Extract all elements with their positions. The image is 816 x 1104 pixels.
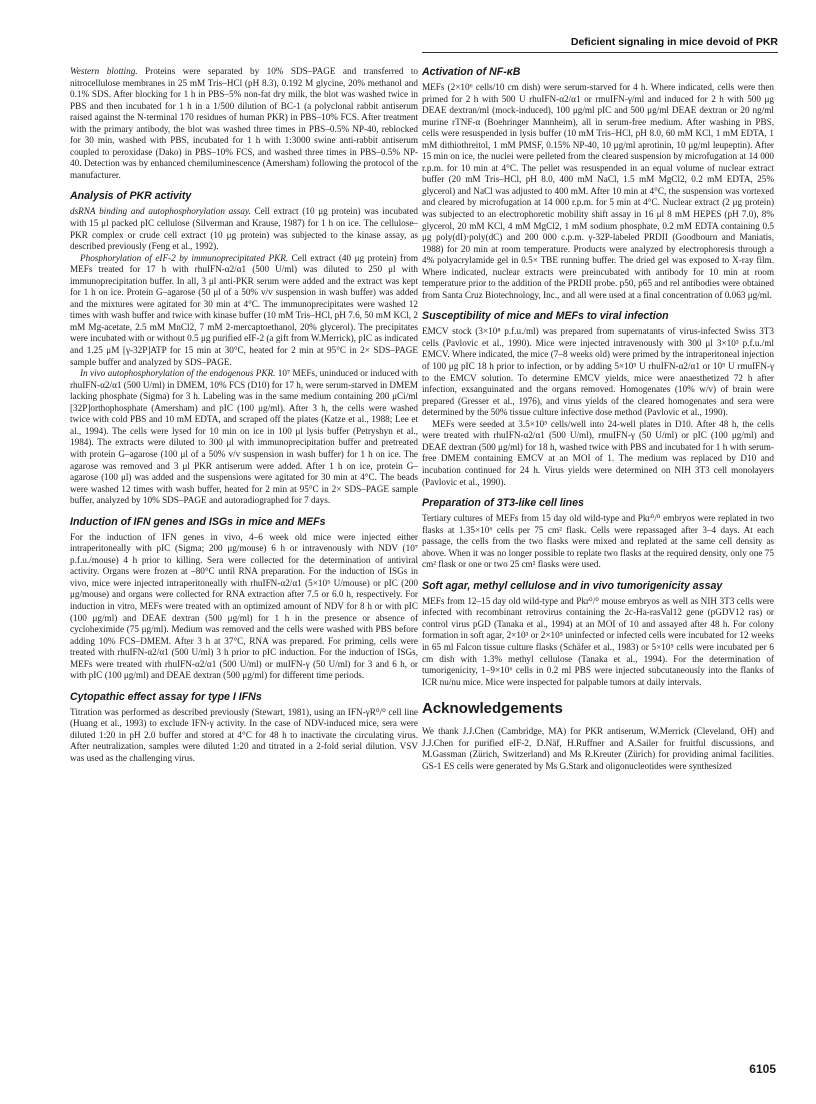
section-heading-cell-lines: Preparation of 3T3-like cell lines (422, 497, 584, 510)
section-heading-nfkb: Activation of NF-κB (422, 66, 521, 78)
dsrna-binding-text: Cell extract (10 μg protein) was incubated with 15 μl packed pIC cellulose (Silverman and Krause, 1987) for 1 h on ice. The cellulose–PKR complex or crude cell extract (10 μg protein) was subjected to the kinase assay, as described previously (Feng et al., 1992). (70, 206, 418, 252)
in-vivo-autophosphorylation-paragraph (70, 368, 418, 507)
section-heading-cpe: Cytopathic effect assay for type I IFNs (70, 690, 262, 703)
acknowledgements-paragraph: We thank J.J.Chen (Cambridge, MA) for PKR antiserum, W.Merrick (Cleveland, OH) and J.J.Chen for purified eIF-2, D.Näf, H.Ruffner and A.Sailer for fruitful discussions, and M.Gassman (Zürich, Switzerland) and Ms R.Kreuter (Zürich) for providing animal facilities. GS-1 ES cells were generated by Ms G.Stark and oligonucleotides were synthesized (422, 726, 774, 771)
induction-paragraph: For the induction of IFN genes in vivo, 4–6 week old mice were injected either intraperitoneally with pIC (Sigma; 200 μg/mouse) 6 h or intravenously with NDV (10⁷ p.f.u./mouse) 4 h prior to killing. Sera were collected for the determination of antiviral activity. Organs were frozen at –80°C until RNA preparation. For the induction of ISGs in vivo, mice were injected intraperitoneally with rhuIFN-α2/α1 (5×10⁵ U/mouse) or pIC (200 μg/mouse) and organs were collected for RNA extraction after 7.5 or 6.0 h, respectively. For induction in vitro, MEFs were treated with an optimized amount of NDV for 8 h or with pIC (100 μg/ml) and DEAE dextran (500 μg/ml) for 1 h in the presence or absence of cycloheximide (75 μg/ml). Medium was removed and the cells were washed with PBS before adding 10% FCS–DMEM. After 3 h at 37°C, RNA was prepared. For priming, cells were treated with rhuIFN-α2/α1 (500 U/ml) 3 h prior to pIC induction. For the induction of ISGs, MEFs were treated with rhuIFN-α2/α1 (500 U/ml) or muIFN-γ (50 U/ml) for 3 and 6 h, or with pIC (100 μg/ml) and DEAE dextran (500 μg/ml) for different time periods. (70, 531, 418, 681)
western-blotting-paragraph (70, 66, 418, 181)
eif2-phosphorylation-paragraph (70, 253, 418, 368)
western-blotting-text: Proteins were separated by 10% SDS–PAGE and transferred to nitrocellulose membranes in 25 mM Tris–HCl (pH 8.3), 0.192 M glycine, 20% methanol and 0.1% SDS. After blocking for 1 h in PBS–5% non-fat dry milk, the blot was washed twice in PBS and then incubated for 1 h in a 1/500 dilution of BC-1 (a polyclonal rabbit antiserum raised against the N-terminal 170 residues of human PKR) in PBS–10% FCS. After treatment with the primary antibody, the blot was washed three times in PBS–0.5% NP-40, reblocked for 30 min, washed with PBS, incubated for 1 h with 1:3000 swine anti-rabbit antiserum coupled to peroxidase (Dako) in PBS–10% FCS, and washed three times in PBS–0.5% NP-40. Detection was by enhanced chemiluminescence (Amersham) following the protocol of the manufacturer. (70, 66, 418, 180)
soft-agar-paragraph: MEFs from 12–15 day old wild-type and Pkr⁰/⁰ mouse embryos as well as NIH 3T3 cells were infected with recombinant retrovirus containing the 2c-Ha-rasVal12 gene (pGDV12 ras) or control virus pGD (Tanaka et al., 1994) at an MOI of 10 and assayed after 48 h. For colony formation in soft agar, 2×10³ or 2×10⁵ uninfected or infected cells were incubated for 12 weeks in 65 ml Falcon tissue culture flasks (Schäfer et al., 1983) or 5×10⁵ cells were incubated per 6 cm dish with 1.3% methyl cellulose (Tanaka et al., 1994). For the determination of tumorigenicity, 1–9×10⁶ cells in 0.2 ml PBS were injected subcutaneously into the flanks of ICR nu/nu mice. Mice were inspected for palpable tumors at daily intervals. (422, 595, 774, 687)
cell-lines-paragraph: Tertiary cultures of MEFs from 15 day old wild-type and Pkr⁰/⁰ embryos were replated in two flasks at 1.35×10⁶ cells per 75 cm² flask. Cells were repassaged after 3–4 days. At each passage, the cells from the two flasks were mixed and replated at the same cell density as above. When it was no longer possible to replate two flasks at the required density, only one 75 cm² flask or one or two 25 cm² flasks were used. (422, 513, 774, 570)
dsrna-binding-lead: dsRNA binding and autophosphorylation assay. (70, 206, 251, 217)
left-column (70, 66, 418, 765)
nfkb-paragraph: MEFs (2×10⁶ cells/10 cm dish) were serum-starved for 4 h. Where indicated, cells were then primed for 2 h with 500 U rhuIFN-α2/α1 or rmuIFN-γ/ml and induced for 2 h with 500 μg DEAE dextran/ml (mock-induced), 100 μg/ml pIC and 500 μg/ml DEAE dextran or 20 ng/ml murine rTNF-α (Boehringer Mannheim), all in serum-free medium. After washing in PBS, cells were resuspended in lysis buffer (10 mM Tris–HCl, pH 8.0, 60 mM KCl, 1 mM EDTA, 1 mM dithiothreitol, 1 mM PMSF, 0.15% NP-40, 10 μg/ml aprotinin, 10 μg/ml leupeptin). After 15 min on ice, the nuclei were pelleted from the cleared suspension by microfugation at 14 000 r.p.m. for 10 min at 4°C. The pellet was resuspended in an equal volume of nuclear extract buffer (20 mM Tris–HCl, pH 8.0, 400 mM NaCl, 1.5 mM MgCl2, 0.2 mM EDTA, 25% glycerol) and NaCl was adjusted to 400 mM. After 10 min at 4°C, the suspension was vortexed and cleared by microfugation at 14 000 r.p.m. for 5 min at 4°C. Nuclear extract (2 μg protein) was subjected to an electrophoretic mobility shift assay in 16 μl 8 mM HEPES (pH 7.0), 8% glycerol, 20 mM KCl, 4 mM MgCl2, 1 mM sodium phosphate, 0.2 mM EDTA containing 0.5 μg poly(dI)·poly(dC) and 200 000 c.p.m. γ-32P-labeled PRDII (Goodbourn and Maniatis, 1988) for 20 min at room temperature. Products were analyzed by electrophoresis through a 4% polyacrylamide gel in 0.5× TBE running buffer. The dried gel was exposed to X-ray film. Where indicated, nuclear extracts were preincubated with antibody for 10 min at room temperature prior to the addition of the PRDII probe. p50, p65 and rel antibodies were obtained from Santa Cruz Biotechnology, Inc., and all were used at a final concentration of 0.063 μg/ml. (422, 82, 774, 300)
header-rule (422, 52, 778, 53)
section-heading-pkr-activity: Analysis of PKR activity (70, 190, 192, 203)
dsrna-binding-paragraph (70, 206, 418, 252)
susceptibility-paragraph-2: MEFs were seeded at 3.5×10⁵ cells/well into 24-well plates in D10. After 48 h, the cells were treated with rhuIFN-α2/α1 (500 U/ml), rmuIFN-γ (50 U/ml) or pIC (100 μg/ml) and DEAE dextran (500 μg/ml) for 18 h, washed twice with PBS and incubated for 1 h with serum-free DMEM containing EMCV at an MOI of 1. The medium was replaced by D10 and incubation continued for 24 h. Virus yields were determined on NIH 3T3 cell monolayers (Pavlovic et al., 1990). (422, 418, 774, 487)
cpe-paragraph: Titration was performed as described previously (Stewart, 1981), using an IFN-γR⁰/⁰ cell line (Huang et al., 1993) to exclude IFN-γ activity. In the case of NDV-induced mice, sera were diluted 1:20 in pH 2.0 buffer and stored at 4°C for 48 h to inactivate the circulating virus. After neutralization, samples were diluted 1:20 and titrated in a 2-fold serial dilution. VSV was used as the challenging virus. (70, 706, 418, 763)
eif2-phosphorylation-lead: Phosphorylation of eIF-2 by immunoprecipitated PKR. (80, 252, 289, 263)
section-heading-induction: Induction of IFN genes and ISGs in mice and MEFs (70, 515, 326, 528)
in-vivo-autophosphorylation-text: 10⁷ MEFs, uninduced or induced with rhuIFN-α2/α1 (500 U/ml) in DMEM, 10% FCS (D10) for 17 h, were serum-starved in DMEM lacking phosphate (Sigma) for 3 h. Labeling was in the same medium containing 200 μCi/ml [32P]orthophosphate (Amersham) and pIC (100 μg/ml). After 3 h, the cells were washed twice with cold PBS and 10 mM EDTA, and scraped off the plates (Katze et al., 1988; Lee et al., 1994). The cells were lysed for 10 min on ice in 100 μl lysis buffer (Petryshyn et al., 1984). The extracts were diluted to 300 μl with immunoprecipitation buffer and pretreated with protein G–agarose (100 μl of a 50% v/v suspension in wash buffer) for 1 h on ice. The agarose was removed and 3 μl PKR antiserum were added. After 1 h on ice, protein G–agarose (100 μl) was added and the suspensions were agitated for 30 min at 4°C. The beads were washed 12 times with wash buffer, heated for 2 min at 95°C in 2× SDS–PAGE sample buffer, analyzed by 10% SDS–PAGE and autoradiographed for 7 days. (70, 368, 418, 506)
page-number: 6105 (749, 1062, 776, 1076)
running-title: Deficient signaling in mice devoid of PKR (570, 36, 778, 48)
section-heading-susceptibility: Susceptibility of mice and MEFs to viral infection (422, 310, 669, 323)
western-blotting-lead: Western blotting. (70, 66, 138, 76)
in-vivo-autophosphorylation-lead: In vivo autophosphorylation of the endogenous PKR. (80, 368, 276, 379)
section-heading-soft-agar: Soft agar, methyl cellulose and in vivo tumorigenicity assay (422, 579, 723, 592)
right-column (422, 66, 774, 772)
eif2-phosphorylation-text: Cell extract (40 μg protein) from MEFs treated for 17 h with rhuIFN-α2/α1 (500 U/ml) was diluted to 250 μl with immunoprecipitation buffer. In all, 3 μl anti-PKR serum were added and the extract was kept for 1 h on ice. Protein G–agarose (50 μl of a 50% v/v suspension in wash buffer) was added and the mixtures were agitated for 30 min at 4°C. The immunoprecipitates were washed 12 times with wash buffer and twice with kinase buffer (10 mM Tris–HCl, pH 7.6, 50 mM KCl, 2 mM Mg-acetate, 2.5 mM MnCl2, 7 mM 2-mercaptoethanol, 20% glycerol). The precipitates were incubated with or without 0.5 μg purified eIF-2 (a gift from W.Merrick), pIC as indicated and 1.25 μM [γ-32P]ATP for 15 min at 30°C, heated for 2 min at 95°C in 2× SDS–PAGE sample buffer and analyzed by SDS–PAGE. (70, 252, 418, 367)
acknowledgements-heading: Acknowledgements (422, 700, 563, 718)
susceptibility-paragraph-1: EMCV stock (3×10⁸ p.f.u./ml) was prepared from supernatants of virus-infected Swiss 3T3 cells (Pavlovic et al., 1990). Mice were injected intravenously with 300 μl 3×10³ p.f.u./ml EMCV. Where indicated, the mice (7–8 weeks old) were primed by the intraperitoneal injection of 100 μg pIC 18 h prior to infection, or by adding 5×10⁵ U rhuIFN-α2/α1 or 10⁵ U rmuIFN-γ to the EMCV solution. To determine EMCV yields, mice were anaesthetized 72 h after infection, exsanguinated and the organs removed. Homogenates (10% w/v) of brain were prepared (Gresser et al., 1976), and virus yields of the cleared homogenates and sera were determined by the 50% tissue culture infective dose method (Pavlovic et al., 1990). (422, 326, 774, 418)
